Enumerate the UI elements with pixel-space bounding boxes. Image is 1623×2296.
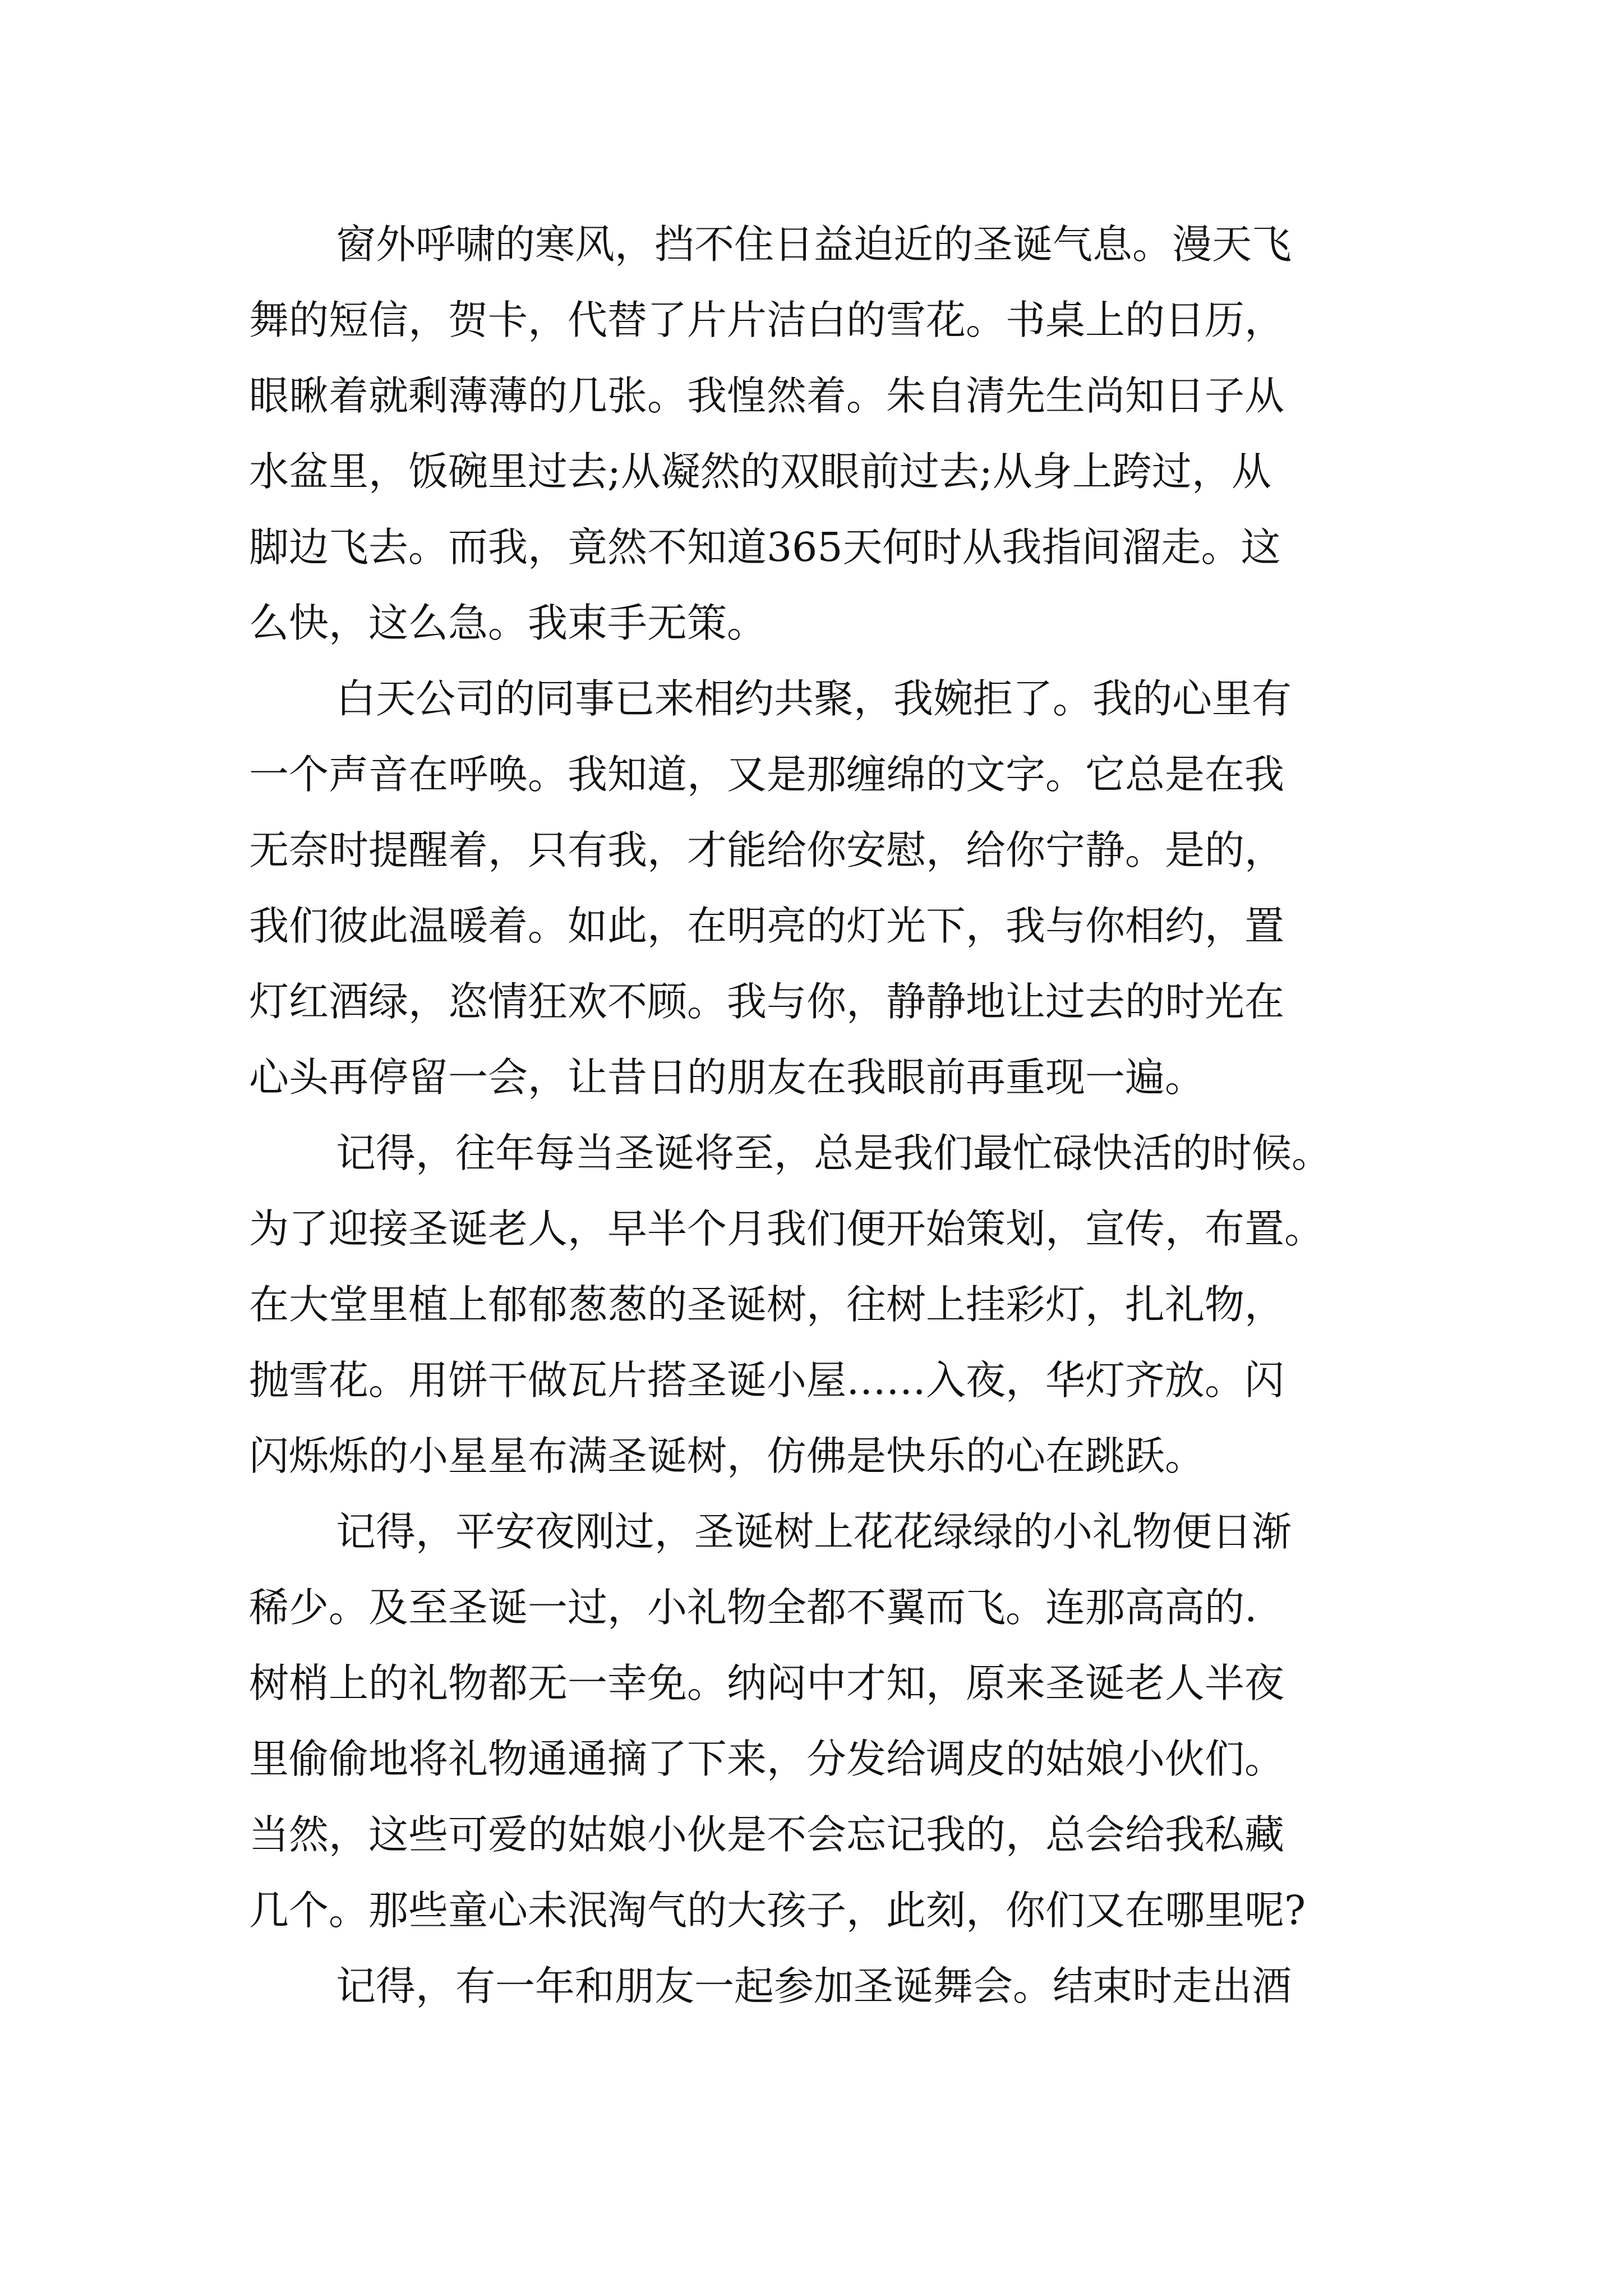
paragraph-2-line-6: 心头再停留一会，让昔日的朋友在我眼前再重现一遍。 <box>249 1054 1205 1101</box>
paragraph-3-line-4: 抛雪花。用饼干做瓦片搭圣诞小屋……入夜，华灯齐放。闪 <box>249 1357 1285 1404</box>
paragraph-4-line-4: 里偷偷地将礼物通通摘了下来，分发给调皮的姑娘小伙们。 <box>249 1736 1285 1782</box>
paragraph-1-line-2: 舞的短信，贺卡，代替了片片洁白的雪花。书桌上的日历， <box>249 297 1285 343</box>
paragraph-1-line-5: 脚边飞去。而我，竟然不知道365天何时从我指间溜走。这 <box>249 524 1281 570</box>
paragraph-2-line-4: 我们彼此温暖着。如此，在明亮的灯光下，我与你相约，置 <box>249 903 1285 949</box>
paragraph-4-line-6: 几个。那些童心未泯淘气的大孩子，此刻，你们又在哪里呢? <box>249 1887 1306 1934</box>
paragraph-1-line-4: 水盆里，饭碗里过去;从凝然的双眼前过去;从身上跨过，从 <box>249 448 1271 495</box>
paragraph-2-line-1: 白天公司的同事已来相约共聚，我婉拒了。我的心里有 <box>336 675 1292 722</box>
paragraph-3-line-2: 为了迎接圣诞老人，早半个月我们便开始策划，宣传，布置。 <box>249 1205 1325 1252</box>
paragraph-1-line-1: 窗外呼啸的寒风，挡不住日益迫近的圣诞气息。漫天飞 <box>336 221 1292 268</box>
paragraph-1-line-3: 眼瞅着就剩薄薄的几张。我惶然着。朱自清先生尚知日子从 <box>249 372 1285 419</box>
paragraph-4-line-3: 树梢上的礼物都无一幸免。纳闷中才知，原来圣诞老人半夜 <box>249 1660 1285 1706</box>
paragraph-2-line-3: 无奈时提醒着，只有我，才能给你安慰，给你宁静。是的， <box>249 827 1285 873</box>
paragraph-5-line-1: 记得，有一年和朋友一起参加圣诞舞会。结束时走出酒 <box>336 1963 1292 2009</box>
paragraph-3-line-3: 在大堂里植上郁郁葱葱的圣诞树，往树上挂彩灯，扎礼物， <box>249 1281 1285 1328</box>
paragraph-3-line-5: 闪烁烁的小星星布满圣诞树，仿佛是快乐的心在跳跃。 <box>249 1433 1205 1479</box>
paragraph-3-line-1: 记得，往年每当圣诞将至，总是我们最忙碌快活的时候。 <box>336 1130 1332 1176</box>
paragraph-4-line-2: 稀少。及至圣诞一过，小礼物全都不翼而飞。连那高高的. <box>249 1584 1257 1631</box>
paragraph-2-line-2: 一个声音在呼唤。我知道，又是那缠绵的文字。它总是在我 <box>249 751 1285 798</box>
paragraph-4-line-1: 记得，平安夜刚过，圣诞树上花花绿绿的小礼物便日渐 <box>336 1508 1292 1555</box>
paragraph-2-line-5: 灯红酒绿，恣情狂欢不顾。我与你，静静地让过去的时光在 <box>249 978 1285 1025</box>
paragraph-1-line-6: 么快，这么急。我束手无策。 <box>249 600 767 646</box>
paragraph-4-line-5: 当然，这些可爱的姑娘小伙是不会忘记我的，总会给我私藏 <box>249 1811 1285 1858</box>
